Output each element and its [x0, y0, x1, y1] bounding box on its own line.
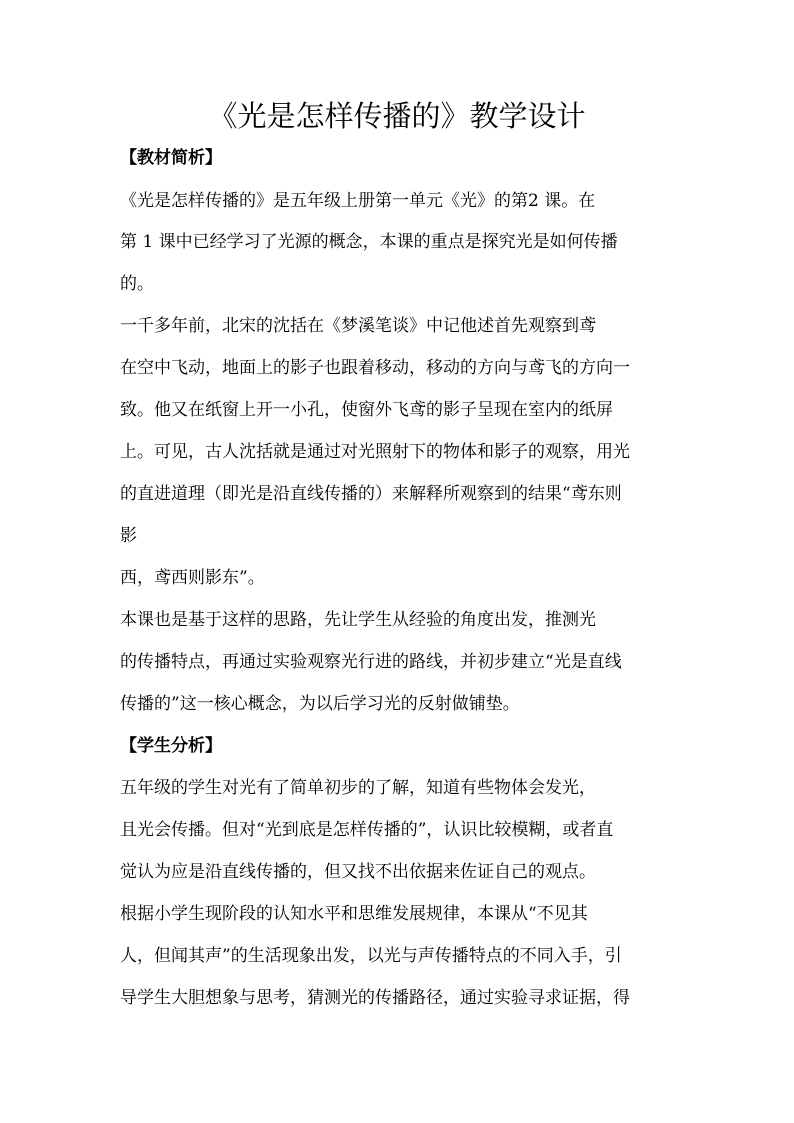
paragraph-line: 的。: [120, 274, 154, 294]
paragraph-line: 在空中飞动，地面上的影子也跟着移动，移动的方向与鸢飞的方向一: [120, 358, 630, 378]
paragraph-line: 五年级的学生对光有了简单初步的了解，知道有些物体会发光，: [120, 778, 596, 798]
paragraph-line: 的直进道理（即光是沿直线传播的）来解释所观察到的结果“鸢东则: [120, 484, 622, 504]
paragraph-line: 一千多年前，北宋的沈括在《梦溪笔谈》中记他述首先观察到鸢: [120, 316, 596, 336]
paragraph-line: 根据小学生现阶段的认知水平和思维发展规律，本课从“不见其: [120, 904, 588, 924]
paragraph-line: 第 1 课中已经学习了光源的概念，本课的重点是探究光是如何传播: [120, 232, 618, 252]
paragraph-line: 觉认为应是沿直线传播的，但又找不出依据来佐证自己的观点。: [120, 862, 596, 882]
paragraph-line: 且光会传播。但对“光到底是怎样传播的”，认识比较模糊，或者直: [120, 820, 614, 840]
section-heading-student-analysis: 【学生分析】: [120, 736, 222, 756]
paragraph-line: 人，但闻其声”的生活现象出发，以光与声传播特点的不同入手，引: [120, 946, 622, 966]
paragraph-line: 西，鸢西则影东”。: [120, 568, 265, 588]
paragraph-line: 《光是怎样传播的》是五年级上册第一单元《光》的第2 课。在: [120, 191, 596, 211]
document-title: 《光是怎样传播的》教学设计: [208, 99, 586, 133]
section-heading-textbook-analysis: 【教材简析】: [120, 148, 222, 168]
paragraph-line: 影: [120, 526, 137, 546]
paragraph-line: 本课也是基于这样的思路，先让学生从经验的角度出发，推测光: [120, 610, 596, 630]
paragraph-line: 上。可见，古人沈括就是通过对光照射下的物体和影子的观察，用光: [120, 442, 630, 462]
paragraph-line: 致。他又在纸窗上开一小孔，使窗外飞鸢的影子呈现在室内的纸屏: [120, 400, 613, 420]
paragraph-line: 导学生大胆想象与思考，猜测光的传播路径，通过实验寻求证据，得: [120, 988, 630, 1008]
paragraph-line: 传播的”这一核心概念，为以后学习光的反射做铺垫。: [120, 694, 520, 714]
paragraph-line: 的传播特点，再通过实验观察光行进的路线，并初步建立“光是直线: [120, 652, 622, 672]
